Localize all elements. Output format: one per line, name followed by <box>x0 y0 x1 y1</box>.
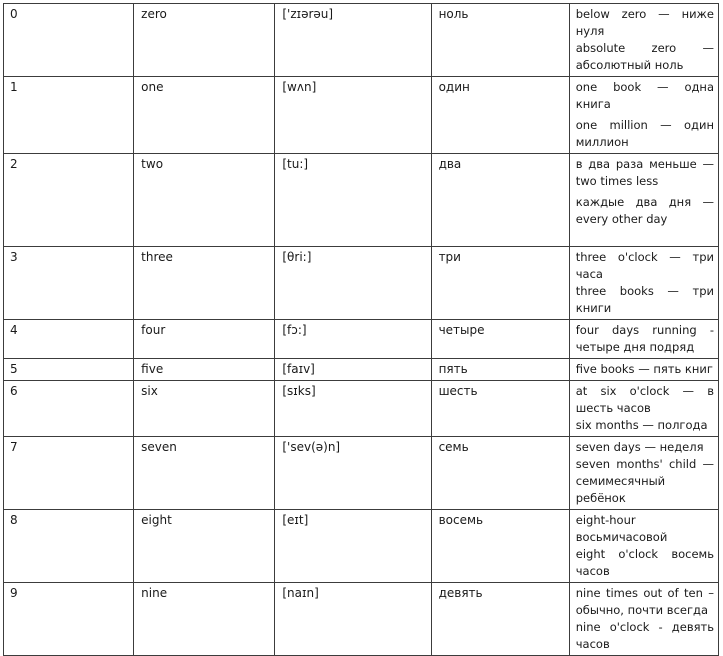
example-phrase: three books — три книги <box>575 284 714 315</box>
examples-cell <box>569 247 718 320</box>
russian-word-cell: шесть <box>431 381 569 437</box>
english-word-cell: one <box>134 77 275 154</box>
russian-word-cell: девять <box>431 583 569 656</box>
example-phrase: six months — полгода <box>575 418 708 432</box>
number-cell: 9 <box>4 583 134 656</box>
number-cell: 1 <box>4 77 134 154</box>
examples-cell <box>569 510 718 583</box>
example-phrase: five books — пять книг <box>575 362 713 376</box>
number-cell: 0 <box>4 4 134 77</box>
examples-cell <box>569 77 718 154</box>
table-row <box>4 583 719 656</box>
table-row <box>4 154 719 247</box>
example-phrase: nine o'clock - девять часов <box>575 620 714 651</box>
numbers-table <box>3 3 719 656</box>
english-word-cell: six <box>134 381 275 437</box>
english-word-cell: nine <box>134 583 275 656</box>
examples-cell <box>569 583 718 656</box>
english-word-cell: eight <box>134 510 275 583</box>
transcription-cell: [eɪt] <box>275 510 431 583</box>
table-row <box>4 437 719 510</box>
russian-word-cell: три <box>431 247 569 320</box>
english-word-cell: three <box>134 247 275 320</box>
table-row <box>4 381 719 437</box>
examples-cell <box>569 359 718 381</box>
example-phrase: one book — одна книга <box>575 80 714 111</box>
english-word-cell: zero <box>134 4 275 77</box>
table-row <box>4 77 719 154</box>
english-word-cell: five <box>134 359 275 381</box>
example-phrase: one million — один миллион <box>575 118 714 149</box>
transcription-cell: ['sev(ə)n] <box>275 437 431 510</box>
transcription-cell: [faɪv] <box>275 359 431 381</box>
transcription-cell: [wʌn] <box>275 77 431 154</box>
numbers-table-body <box>4 4 719 656</box>
russian-word-cell: один <box>431 77 569 154</box>
number-cell: 6 <box>4 381 134 437</box>
example-phrase: seven months' child — семимесячный ребёнок <box>575 457 714 505</box>
russian-word-cell: два <box>431 154 569 247</box>
examples-cell <box>569 4 718 77</box>
number-cell: 4 <box>4 320 134 359</box>
examples-cell <box>569 437 718 510</box>
example-phrase: nine times out of ten – обычно, почти всегда <box>575 586 714 617</box>
table-row <box>4 320 719 359</box>
english-word-cell: four <box>134 320 275 359</box>
example-phrase: каждые два дня — every other day <box>575 195 714 226</box>
number-cell: 7 <box>4 437 134 510</box>
example-phrase: below zero — ниже нуля <box>575 7 714 38</box>
examples-cell <box>569 154 718 247</box>
english-word-cell: two <box>134 154 275 247</box>
russian-word-cell: пять <box>431 359 569 381</box>
example-phrase: absolute zero — абсолютный ноль <box>575 41 714 72</box>
number-cell: 8 <box>4 510 134 583</box>
russian-word-cell: семь <box>431 437 569 510</box>
example-phrase: в два раза меньше — two times less <box>575 157 714 188</box>
transcription-cell: [fɔ:] <box>275 320 431 359</box>
example-phrase: eight o'clock восемь часов <box>575 547 714 578</box>
english-word-cell: seven <box>134 437 275 510</box>
transcription-cell: [θri:] <box>275 247 431 320</box>
table-row <box>4 4 719 77</box>
examples-cell <box>569 381 718 437</box>
transcription-cell: [naɪn] <box>275 583 431 656</box>
transcription-cell: ['zɪərəu] <box>275 4 431 77</box>
russian-word-cell: восемь <box>431 510 569 583</box>
russian-word-cell: четыре <box>431 320 569 359</box>
table-row <box>4 247 719 320</box>
number-cell: 3 <box>4 247 134 320</box>
example-phrase: three o'clock — три часа <box>575 250 714 281</box>
transcription-cell: [tu:] <box>275 154 431 247</box>
transcription-cell: [sɪks] <box>275 381 431 437</box>
table-row <box>4 510 719 583</box>
table-row <box>4 359 719 381</box>
example-phrase: four days running - четыре дня подряд <box>575 323 714 354</box>
example-phrase: seven days — неделя <box>575 440 704 454</box>
example-phrase: at six o'clock — в шесть часов <box>575 384 714 415</box>
number-cell: 5 <box>4 359 134 381</box>
example-phrase: eight-hour восьмичасовой <box>575 513 668 544</box>
russian-word-cell: ноль <box>431 4 569 77</box>
number-cell: 2 <box>4 154 134 247</box>
examples-cell <box>569 320 718 359</box>
